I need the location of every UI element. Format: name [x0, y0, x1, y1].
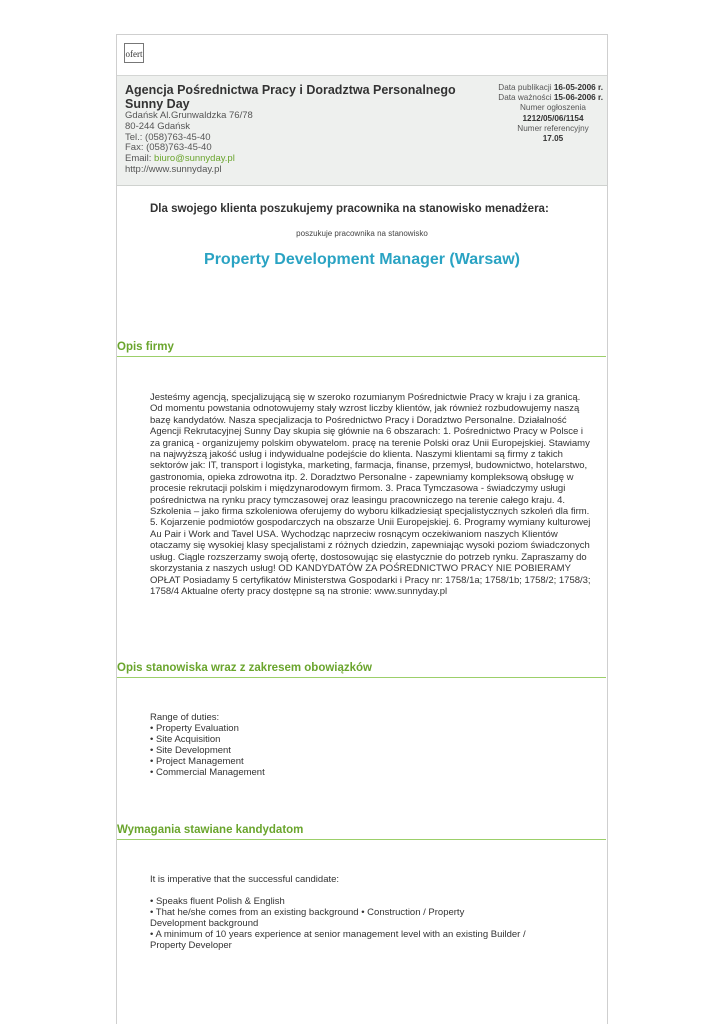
requirement-item: Property Developer [150, 939, 232, 951]
section-title-company: Opis firmy [117, 341, 606, 357]
duties-intro: Range of duties: [150, 712, 220, 723]
duty-item: • Site Acquisition [150, 733, 221, 745]
company-line: Szkolenia – jako firma szkoleniowa oferujemy do wyboru kilkadziesiąt specjalistycznych szkoleń dla firm. [150, 506, 590, 518]
company-line: sektorów jak: IT, transport i logistyka, marketing, farmacja, finanse, przemysł, budownictwo, hotelarstwo, [150, 460, 588, 472]
company-line: usług. Ciągle rozszerzamy swoją ofertę, dostosowując się elastycznie do potrzeb rynku. Zapraszamy do [150, 551, 587, 563]
validity-date: 15-06-2006 r. [553, 93, 603, 103]
position-title: Property Development Manager (Warsaw) [204, 251, 520, 268]
company-line: na najwyższą jakość usług i indywidualne podejście do klienta. Naszymi klientami są firmy z takich [150, 449, 563, 461]
company-line: procesie rekrutacji polskim i międzynarodowym firmom. 3. Praca Tymczasowa - świadczymy usługi [150, 483, 566, 495]
company-line: otaczamy się wysokiej klasy specjalistami z różnych dziedzin, zapewniając wysoki poziom świadczonych [150, 540, 590, 552]
company-line: skorzystania z naszych usług! OD KANDYDATÓW ZA POŚREDNICTWO PRACY NIE POBIERAMY [150, 563, 571, 575]
company-line: gastronomia, opieka zdrowotna itp. 2. Doradztwo Personalne - zapewniamy kompleksową obsługę w [150, 471, 574, 483]
publication-date-label: Data publikacji [498, 83, 554, 92]
website-link[interactable]: http://www.sunnyday.pl [125, 163, 222, 175]
agency-name-line1: Agencja Pośrednictwa Pracy i Doradztwa Personalnego [125, 83, 456, 97]
ofert-logo: ofert [124, 43, 144, 63]
duty-item: • Site Development [150, 744, 231, 756]
requirement-item: Development background [150, 917, 259, 929]
duty-item: • Commercial Management [150, 766, 265, 778]
validity-date-label: Data ważności [498, 93, 554, 103]
company-line: Agencji Rekrutacyjnej Sunny Day skupia się głównie na 6 obszarach: 1. Pośrednictwo Pracy w Polsce i [150, 426, 583, 438]
company-line: Jesteśmy agencją, specjalizującą się w szeroko rozumianym Pośrednictwie Pracy w kraju i za granicą. [150, 392, 581, 403]
duty-item: • Property Evaluation [150, 722, 239, 734]
publication-date: 16-05-2006 r. [553, 83, 603, 92]
duty-item: • Project Management [150, 755, 244, 767]
offer-number: 1212/05/06/1154 [522, 113, 584, 123]
section-title-requirements: Wymagania stawiane kandydatom [117, 824, 606, 840]
duties-list [150, 713, 580, 778]
subheading: poszukuje pracownika na stanowisko [296, 229, 428, 238]
offer-number-label: Numer ogłoszenia [520, 103, 586, 113]
requirements-intro: It is imperative that the successful candidate: [150, 874, 340, 885]
agency-address-city: 80-244 Gdańsk [125, 120, 190, 132]
requirement-item: • Speaks fluent Polish & English [150, 896, 285, 907]
publication-date-row [463, 83, 603, 93]
company-line: OPŁAT Posiadamy 5 certyfikatów Ministerstwa Gospodarki i Pracy nr: 1758/1a; 1758/1b; 1758/2; 1758/3; [150, 574, 591, 586]
offer-header [117, 75, 607, 186]
main-heading: Dla swojego klienta poszukujemy pracownika na stanowisko menadżera: [150, 203, 549, 215]
company-line: za granicą - organizujemy polskim obywatelom. pracę na terenie Polski oraz Unii Europejskiej. Stawiamy [150, 437, 590, 449]
company-line: Au Pair i Work and Tavel USA. Wychodząc naprzeciw rosnącym oczekiwaniom naszych Klientów [150, 528, 558, 540]
validity-date-row [463, 93, 603, 103]
agency-info [125, 83, 485, 176]
company-description [150, 392, 605, 597]
requirement-item: • A minimum of 10 years experience at senior management level with an existing Builder / [150, 928, 526, 940]
company-line: 1758/4 Aktualne oferty pracy dostępne są na stronie: www.sunnyday.pl [150, 585, 448, 597]
section-title-duties: Opis stanowiska wraz z zakresem obowiązków [117, 662, 606, 678]
company-line: pośrednictwa na rynku pracy tymczasowej oraz leasingu pracowniczego na terenie całego kraju. 4. [150, 494, 566, 506]
agency-address-street: Gdańsk Al.Grunwaldzka 76/78 [125, 110, 253, 121]
company-line: bazę kandydatów. Nasza specjalizacja to Pośrednictwo Pracy i Doradztwo Personalne. Działalność [150, 414, 567, 426]
requirement-item: • That he/she comes from an existing background • Construction / Property [150, 906, 465, 918]
company-line: 5. Kojarzenie podmiotów gospodarczych na obszarze Unii Europejskiej. 6. Programy wymiany kulturowej [150, 517, 591, 529]
publication-info [463, 83, 603, 144]
agency-name-line2: Sunny Day [125, 97, 190, 111]
reference-number-label: Numer referencyjny [517, 123, 589, 133]
email-link[interactable]: biuro@sunnyday.pl [154, 153, 235, 165]
company-line: Od momentu powstania odnotowujemy stały wzrost liczby klientów, jak również rozbudowujemy naszą [150, 403, 580, 415]
reference-number: 17.05 [542, 134, 564, 144]
agency-fax: Fax: (058)763-45-40 [125, 142, 212, 154]
agency-phone: Tel.: (058)763-45-40 [125, 131, 211, 143]
email-label: Email: [125, 153, 155, 165]
requirements-list [150, 897, 580, 952]
